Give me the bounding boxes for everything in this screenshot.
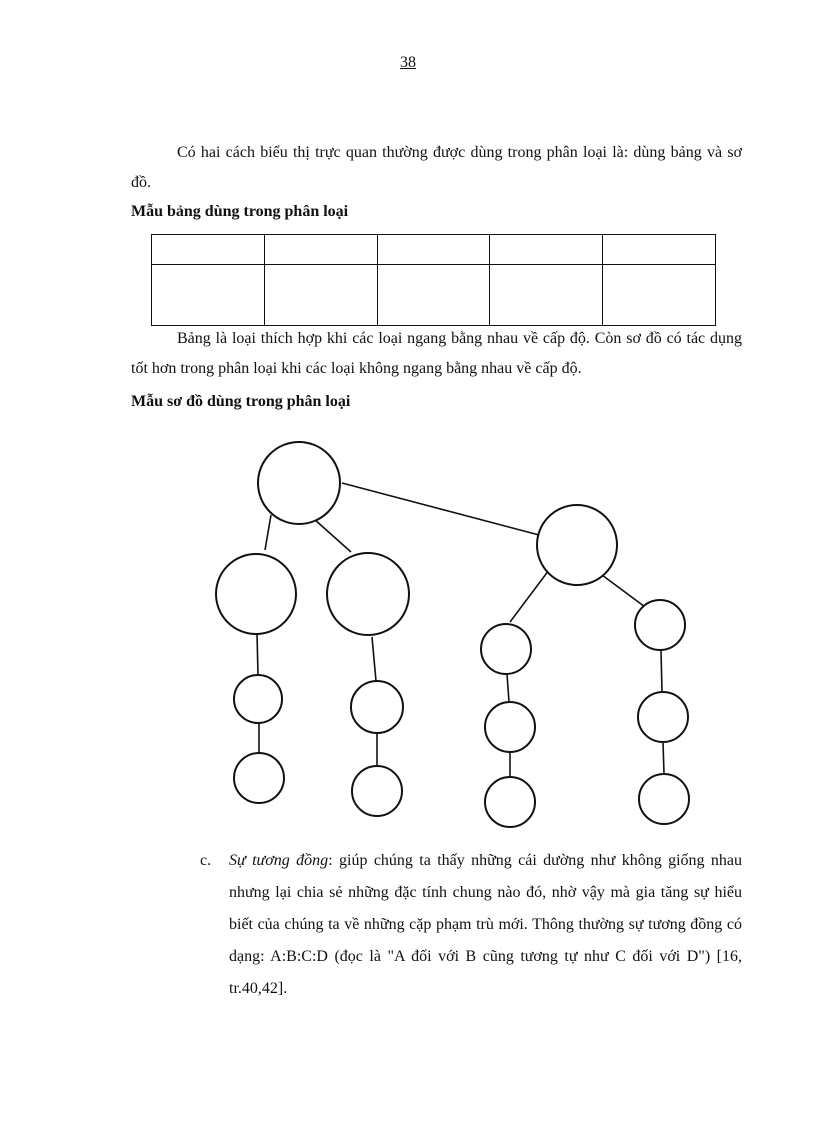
- tree-leaf-node: [234, 753, 284, 803]
- tree-node-level-2: [327, 553, 409, 635]
- table-cell: [152, 235, 265, 265]
- list-item-c: [200, 845, 742, 1005]
- tree-edge: [257, 633, 258, 675]
- term-emphasis: Sự tương đồng: [229, 852, 329, 869]
- tree-leaf-node: [639, 774, 689, 824]
- tree-edge: [265, 515, 271, 550]
- tree-node-level-2: [481, 624, 531, 674]
- tree-edge: [372, 637, 376, 681]
- table-cell: [264, 265, 377, 326]
- tree-edge: [661, 650, 662, 692]
- comparison-paragraph: Bảng là loại thích hợp khi các loại ngang bằng nhau về cấp độ. Còn sơ đồ có tác dụng tốt hơn trong phân loại khi các loại không ngang bằng nhau về cấp độ.: [131, 330, 742, 377]
- table-cell: [603, 235, 716, 265]
- tree-node-level-1: [537, 505, 617, 585]
- classification-tree-diagram: [0, 430, 816, 840]
- list-marker: c.: [200, 852, 212, 869]
- table-cell: [152, 265, 265, 326]
- tree-edge: [602, 575, 645, 607]
- table-row: [152, 265, 716, 326]
- table-cell: [490, 265, 603, 326]
- tree-edge: [507, 674, 509, 702]
- tree-node-level-3: [485, 702, 535, 752]
- list-item-body: [229, 845, 742, 1005]
- tree-edge: [314, 519, 351, 552]
- tree-leaf-node: [485, 777, 535, 827]
- tree-node-level-2: [635, 600, 685, 650]
- tree-edge: [663, 742, 664, 774]
- table-cell: [264, 235, 377, 265]
- tree-node-level-3: [351, 681, 403, 733]
- table-cell: [377, 235, 490, 265]
- table-cell: [603, 265, 716, 326]
- tree-edge: [510, 570, 549, 622]
- table-cell: [377, 265, 490, 326]
- table-cell: [490, 235, 603, 265]
- tree-node-level-3: [638, 692, 688, 742]
- tree-node-level-2: [216, 554, 296, 634]
- intro-paragraph: Có hai cách biểu thị trực quan thường được dùng trong phân loại là: dùng bảng và sơ đồ.: [131, 144, 742, 191]
- table-row: [152, 235, 716, 265]
- sample-classification-table: [151, 234, 716, 326]
- tree-leaf-node: [352, 766, 402, 816]
- table-heading: Mẫu bảng dùng trong phân loại: [131, 203, 349, 220]
- tree-root-node: [258, 442, 340, 524]
- page-number: 38: [400, 54, 416, 71]
- tree-node-level-3: [234, 675, 282, 723]
- term-definition: : giúp chúng ta thấy những cái dường như không giống nhau nhưng lại chia sẻ những đặc tính chung nào đó, nhờ vậy mà gia tăng sự hiểu biết của chúng ta về những cặp phạm trù mới. Thông thường sự tương đồng có dạng: A:B:C:D (đọc là "A đối với B cũng tương tự như C đối với D") [16, tr.40,42].: [229, 852, 743, 997]
- diagram-heading: Mẫu sơ đồ dùng trong phân loại: [131, 393, 351, 410]
